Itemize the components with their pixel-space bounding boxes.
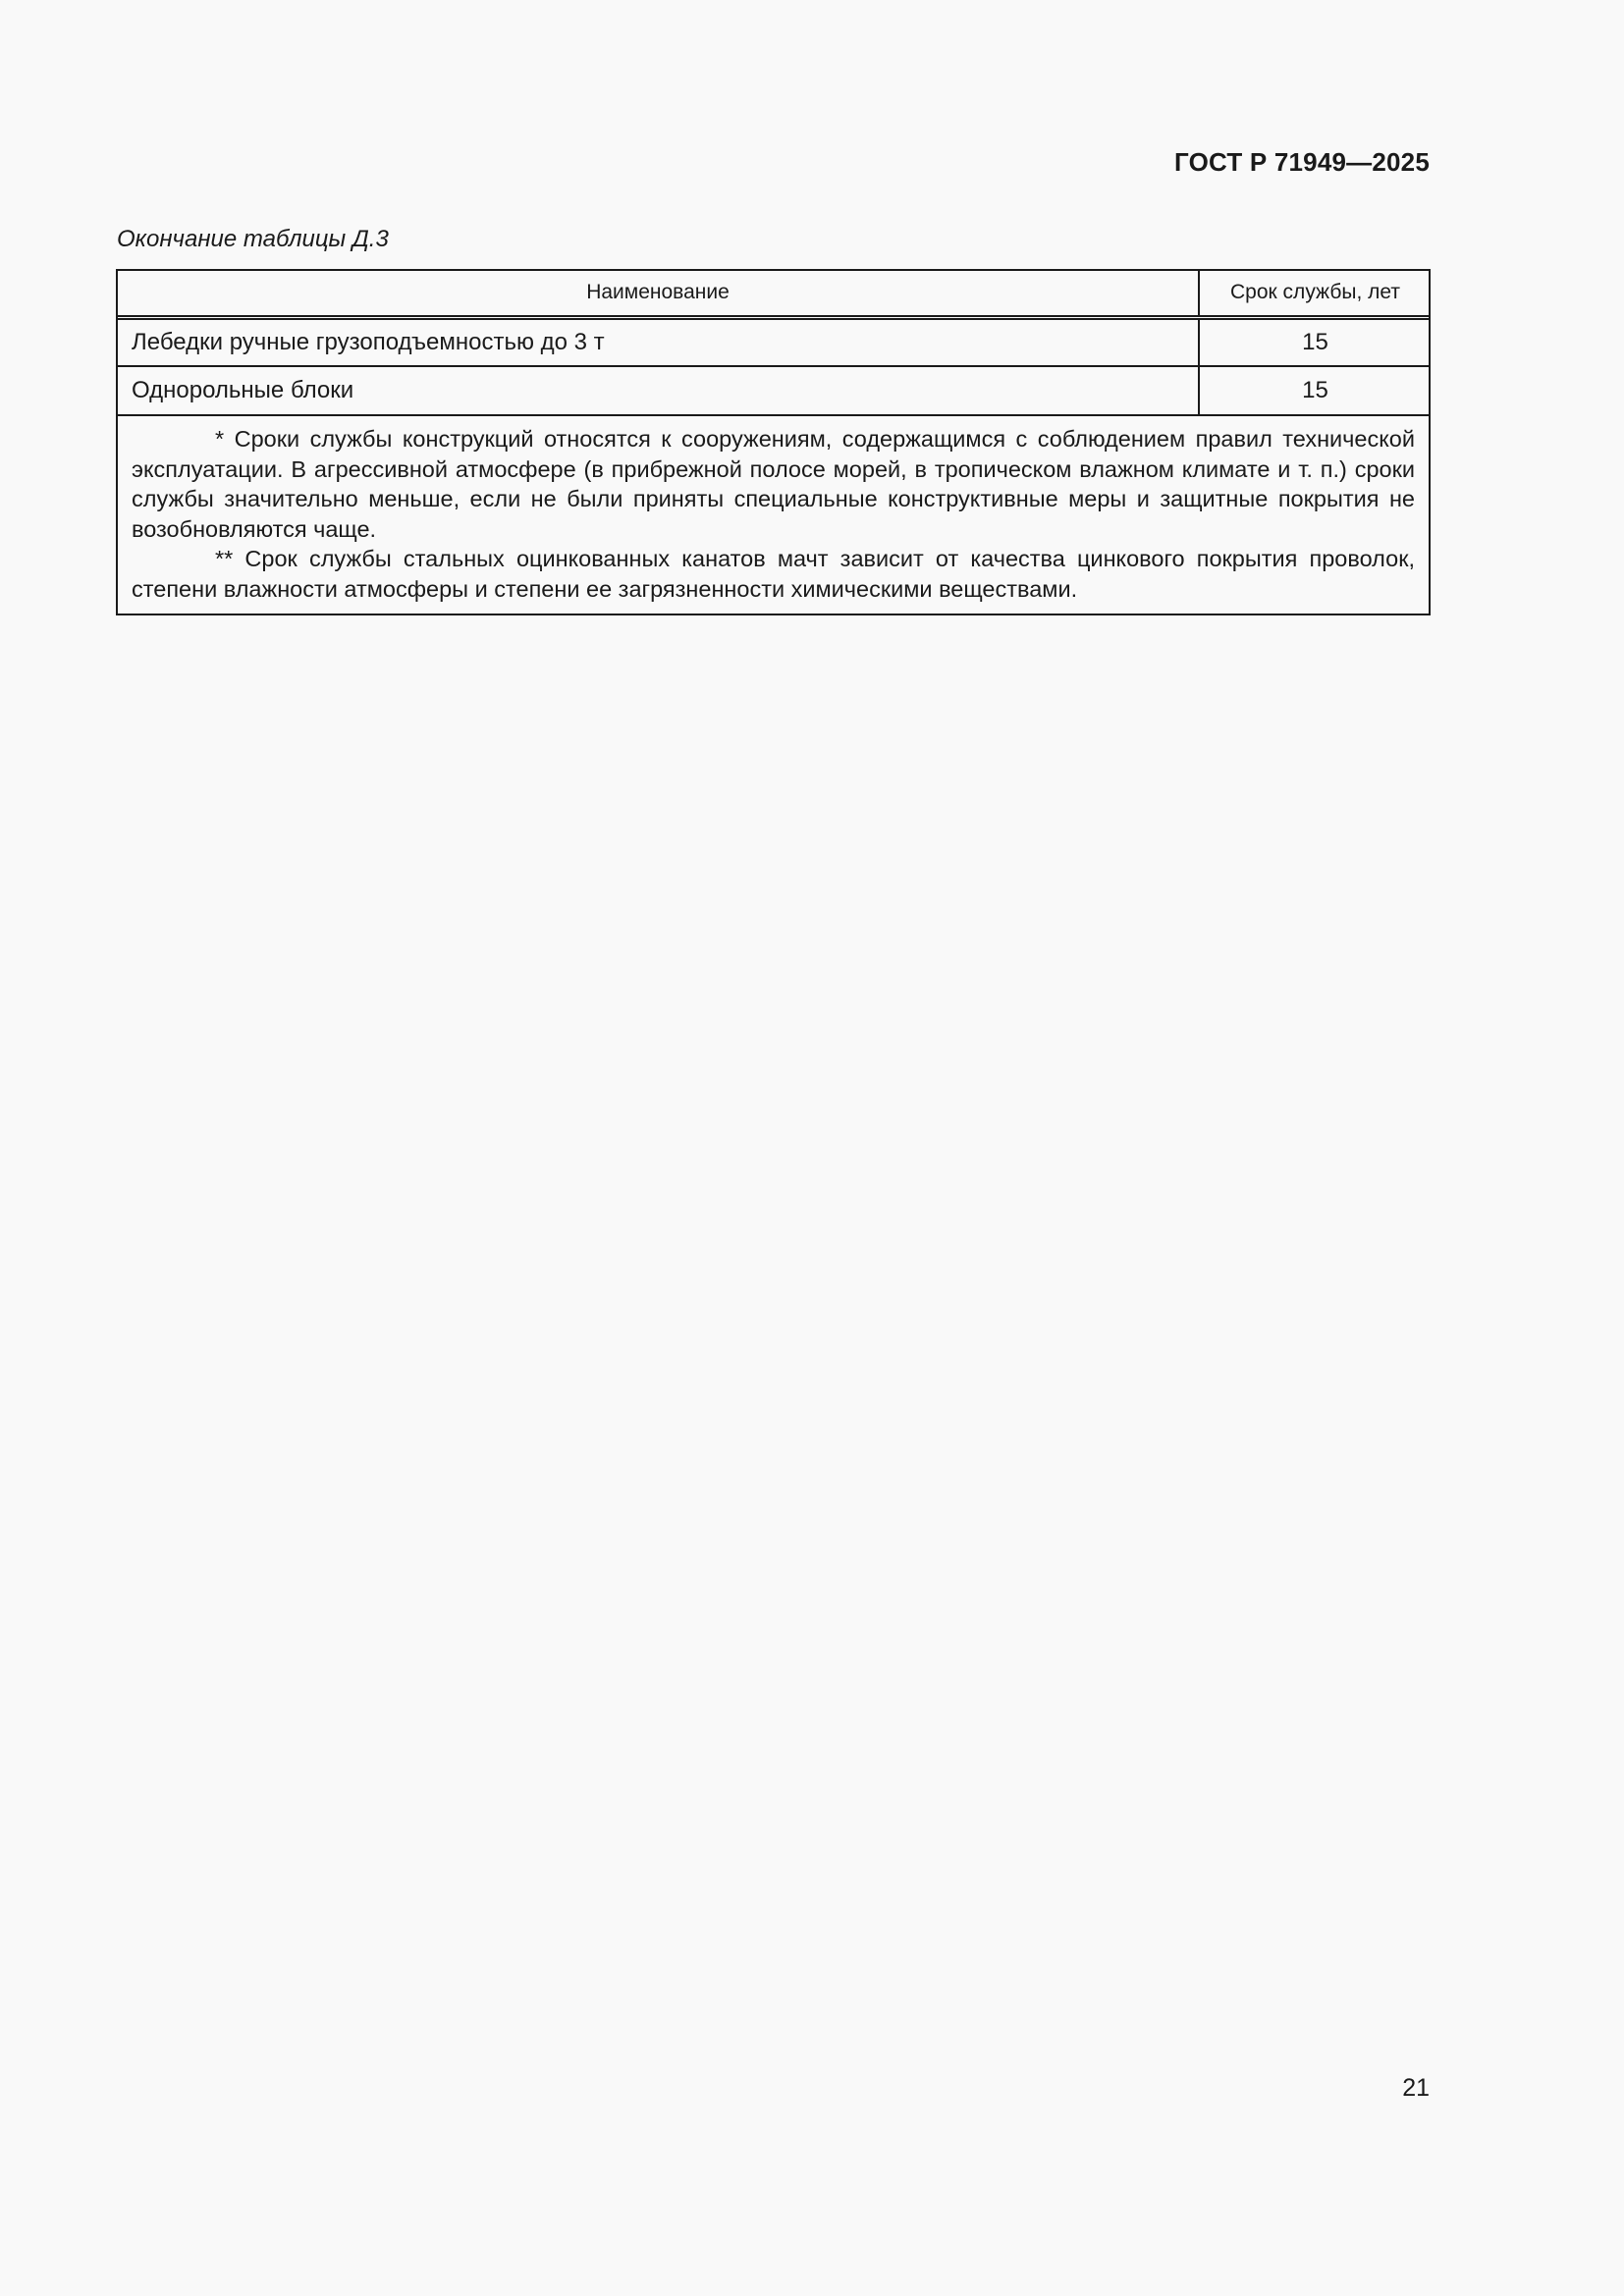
footnote: ** Срок службы стальных оцинкованных канатов мачт зависит от качества цинкового покрытия проволок, степени влажности атмосферы и степени ее загрязненности химическими веществами. xyxy=(132,546,1415,602)
cell-service-life: 15 xyxy=(1199,366,1431,415)
service-life-table xyxy=(116,269,1431,615)
cell-name: Однорольные блоки xyxy=(118,366,1199,415)
data-table xyxy=(118,271,1431,416)
table-row xyxy=(118,366,1431,415)
column-header-service-life: Срок службы, лет xyxy=(1199,271,1431,317)
footnote: * Сроки службы конструкций относятся к сооружениям, содержащимся с соблюдением правил технической эксплуатации. В агрессивной атмосфере (в прибрежной полосе морей, в тропическом влажном климате и т. п.) сроки службы значительно меньше, если не были приняты специальные конструктивные меры и защитные покрытия не возобновляются чаще. xyxy=(132,426,1415,542)
table-header-row xyxy=(118,271,1431,317)
page-number: 21 xyxy=(1402,2074,1430,2102)
table-caption: Окончание таблицы Д.3 xyxy=(117,226,389,252)
table-row xyxy=(118,317,1431,366)
document-code: ГОСТ Р 71949—2025 xyxy=(1174,147,1430,177)
table-notes xyxy=(118,416,1429,614)
cell-service-life: 15 xyxy=(1199,317,1431,366)
column-header-name: Наименование xyxy=(118,271,1199,317)
cell-name: Лебедки ручные грузоподъемностью до 3 т xyxy=(118,317,1199,366)
